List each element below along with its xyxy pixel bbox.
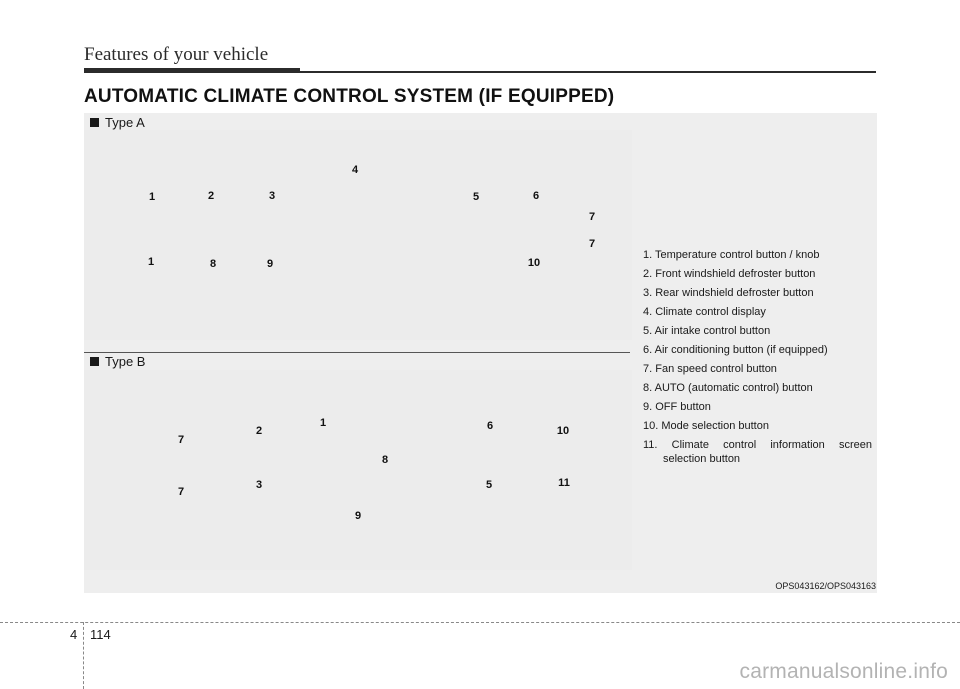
- watermark-text: carmanualsonline.info: [739, 660, 948, 683]
- header-rule-thin: [300, 71, 876, 73]
- section-title: AUTOMATIC CLIMATE CONTROL SYSTEM (IF EQUIPPED): [84, 86, 615, 107]
- type-a-label-text: Type A: [105, 115, 145, 130]
- legend-item: 11. Climate control information screen selection button: [643, 439, 872, 465]
- callout-b-7-lower: 7: [177, 486, 185, 498]
- chapter-number: 4: [70, 627, 78, 642]
- callout-a-10: 10: [527, 257, 541, 269]
- square-bullet-icon: [90, 357, 99, 366]
- legend-item: 3. Rear windshield defroster button: [643, 287, 814, 299]
- type-a-illustration: [84, 130, 632, 340]
- callout-a-7-upper: 7: [588, 211, 596, 223]
- callout-b-6: 6: [486, 420, 494, 432]
- type-a-label: [90, 115, 145, 130]
- callout-b-11: 11: [558, 477, 570, 489]
- legend-item: 7. Fan speed control button: [643, 363, 777, 375]
- callout-a-6: 6: [532, 190, 540, 202]
- callout-a-4: 4: [351, 164, 359, 176]
- figure-code: OPS043162/OPS043163: [775, 581, 876, 591]
- legend-item: 4. Climate control display: [643, 306, 766, 318]
- legend-item: 1. Temperature control button / knob: [643, 249, 820, 261]
- callout-b-8: 8: [381, 454, 389, 466]
- callout-b-7-upper: 7: [177, 434, 185, 446]
- callout-a-9: 9: [266, 258, 274, 270]
- page-number: 114: [90, 627, 111, 642]
- callout-b-3: 3: [255, 479, 263, 491]
- callout-a-5: 5: [472, 191, 480, 203]
- figure-divider: [84, 352, 630, 353]
- callout-b-9: 9: [354, 510, 362, 522]
- legend-item: 5. Air intake control button: [643, 325, 771, 337]
- callout-b-2: 2: [255, 425, 263, 437]
- callout-a-1-lower: 1: [147, 256, 155, 268]
- header-title: Features of your vehicle: [84, 44, 269, 65]
- callout-a-7-lower: 7: [588, 238, 596, 250]
- callout-a-3: 3: [268, 190, 276, 202]
- header-rule-thick: [84, 68, 300, 73]
- legend-item: 10. Mode selection button: [643, 420, 769, 432]
- callout-b-1: 1: [319, 417, 327, 429]
- callout-b-10: 10: [556, 425, 570, 437]
- type-b-label: [90, 354, 145, 369]
- callout-b-5: 5: [485, 479, 493, 491]
- footer-dashed-divider: [83, 622, 84, 689]
- legend-item: 8. AUTO (automatic control) button: [643, 382, 813, 394]
- type-b-label-text: Type B: [105, 354, 146, 369]
- legend-item: 9. OFF button: [643, 401, 711, 413]
- callout-a-1: 1: [148, 191, 156, 203]
- legend-item: 6. Air conditioning button (if equipped): [643, 344, 828, 356]
- callout-a-8: 8: [209, 258, 217, 270]
- footer-dashed-rule: [0, 622, 960, 623]
- square-bullet-icon: [90, 118, 99, 127]
- callout-a-2: 2: [207, 190, 215, 202]
- legend-list: [643, 246, 872, 466]
- type-b-illustration: [84, 370, 632, 570]
- legend-item: 2. Front windshield defroster button: [643, 268, 816, 280]
